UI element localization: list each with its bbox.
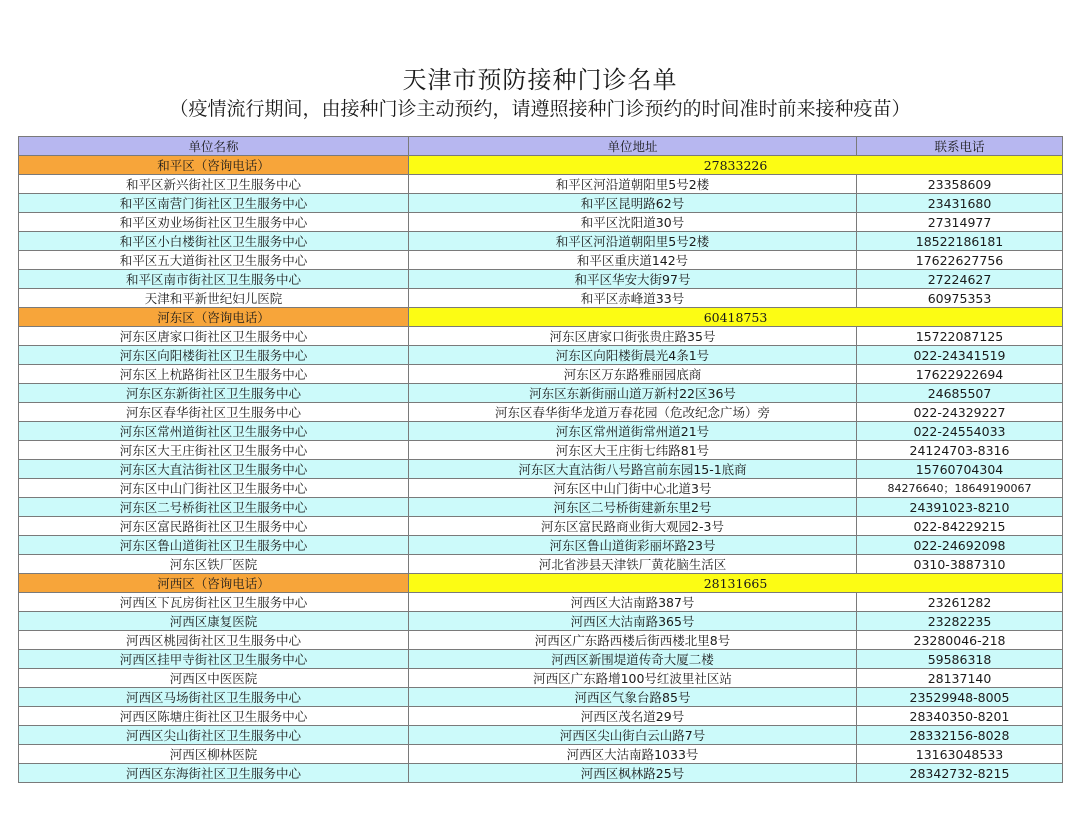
- clinic-phone: 23358609: [857, 175, 1063, 194]
- table-row: [19, 346, 1063, 365]
- header-address: 单位地址: [409, 137, 857, 156]
- clinic-name: 河东区鲁山道街社区卫生服务中心: [19, 536, 409, 555]
- clinic-name: 河西区柳林医院: [19, 745, 409, 764]
- table-row: [19, 631, 1063, 650]
- clinic-phone: 24391023-8210: [857, 498, 1063, 517]
- clinic-address: 河东区向阳楼街晨光4条1号: [409, 346, 857, 365]
- clinic-table: [18, 136, 1063, 783]
- clinic-address: 河西区尖山街白云山路7号: [409, 726, 857, 745]
- clinic-name: 河东区大直沽街社区卫生服务中心: [19, 460, 409, 479]
- table-row: [19, 327, 1063, 346]
- clinic-name: 河东区唐家口街社区卫生服务中心: [19, 327, 409, 346]
- clinic-phone: 28342732-8215: [857, 764, 1063, 783]
- clinic-name: 和平区五大道街社区卫生服务中心: [19, 251, 409, 270]
- district-row: [19, 156, 1063, 175]
- clinic-phone: 23529948-8005: [857, 688, 1063, 707]
- clinic-phone: 022-84229215: [857, 517, 1063, 536]
- table-row: [19, 365, 1063, 384]
- clinic-phone: 13163048533: [857, 745, 1063, 764]
- clinic-name: 河东区春华街社区卫生服务中心: [19, 403, 409, 422]
- clinic-phone: 15722087125: [857, 327, 1063, 346]
- table-row: [19, 745, 1063, 764]
- table-row: [19, 251, 1063, 270]
- district-row: [19, 574, 1063, 593]
- clinic-phone: 17622922694: [857, 365, 1063, 384]
- clinic-address: 河北省涉县天津铁厂黄花脑生活区: [409, 555, 857, 574]
- table-row: [19, 232, 1063, 251]
- clinic-name: 河西区东海街社区卫生服务中心: [19, 764, 409, 783]
- table-row: [19, 593, 1063, 612]
- table-row: [19, 536, 1063, 555]
- table-row: [19, 707, 1063, 726]
- table-row: [19, 517, 1063, 536]
- clinic-address: 河西区广东路增100号红波里社区站: [409, 669, 857, 688]
- clinic-name: 河东区中山门街社区卫生服务中心: [19, 479, 409, 498]
- clinic-address: 和平区昆明路62号: [409, 194, 857, 213]
- table-row: [19, 213, 1063, 232]
- table-row: [19, 555, 1063, 574]
- clinic-address: 河东区常州道街常州道21号: [409, 422, 857, 441]
- clinic-phone: 84276640；18649190067: [857, 479, 1063, 498]
- clinic-name: 河西区下瓦房街社区卫生服务中心: [19, 593, 409, 612]
- clinic-address: 河东区东新街丽山道万新村22区36号: [409, 384, 857, 403]
- clinic-address: 河东区富民路商业街大观园2-3号: [409, 517, 857, 536]
- clinic-name: 和平区新兴街社区卫生服务中心: [19, 175, 409, 194]
- clinic-address: 河东区中山门街中心北道3号: [409, 479, 857, 498]
- clinic-phone: 59586318: [857, 650, 1063, 669]
- clinic-name: 和平区小白楼街社区卫生服务中心: [19, 232, 409, 251]
- clinic-name: 和平区南市街社区卫生服务中心: [19, 270, 409, 289]
- clinic-name: 河西区尖山街社区卫生服务中心: [19, 726, 409, 745]
- clinic-phone: 27314977: [857, 213, 1063, 232]
- clinic-address: 河西区枫林路25号: [409, 764, 857, 783]
- clinic-phone: 24124703-8316: [857, 441, 1063, 460]
- clinic-phone: 18522186181: [857, 232, 1063, 251]
- clinic-phone: 022-24341519: [857, 346, 1063, 365]
- clinic-name: 河东区常州道街社区卫生服务中心: [19, 422, 409, 441]
- clinic-address: 河西区茂名道29号: [409, 707, 857, 726]
- clinic-address: 河西区大沽南路387号: [409, 593, 857, 612]
- clinic-address: 和平区赤峰道33号: [409, 289, 857, 308]
- clinic-phone: 28137140: [857, 669, 1063, 688]
- clinic-name: 和平区劝业场街社区卫生服务中心: [19, 213, 409, 232]
- table-row: [19, 479, 1063, 498]
- clinic-address: 和平区华安大街97号: [409, 270, 857, 289]
- clinic-address: 和平区重庆道142号: [409, 251, 857, 270]
- table-row: [19, 460, 1063, 479]
- clinic-phone: 022-24329227: [857, 403, 1063, 422]
- header-phone: 联系电话: [857, 137, 1063, 156]
- clinic-name: 河东区东新街社区卫生服务中心: [19, 384, 409, 403]
- page-title: 天津市预防接种门诊名单: [402, 66, 678, 94]
- table-row: [19, 498, 1063, 517]
- clinic-phone: 23261282: [857, 593, 1063, 612]
- clinic-phone: 23280046-218: [857, 631, 1063, 650]
- clinic-name: 和平区南营门街社区卫生服务中心: [19, 194, 409, 213]
- district-consult-phone: 27833226: [409, 156, 1063, 175]
- clinic-address: 和平区河沿道朝阳里5号2楼: [409, 232, 857, 251]
- table-row: [19, 403, 1063, 422]
- table-row: [19, 384, 1063, 403]
- clinic-phone: 27224627: [857, 270, 1063, 289]
- clinic-name: 河东区大王庄街社区卫生服务中心: [19, 441, 409, 460]
- clinic-phone: 022-24692098: [857, 536, 1063, 555]
- table-row: [19, 669, 1063, 688]
- clinic-phone: 15760704304: [857, 460, 1063, 479]
- table-row: [19, 688, 1063, 707]
- clinic-name: 河西区桃园街社区卫生服务中心: [19, 631, 409, 650]
- table-row: [19, 270, 1063, 289]
- clinic-address: 河东区鲁山道街彩丽坏路23号: [409, 536, 857, 555]
- clinic-address: 河西区大沽南路365号: [409, 612, 857, 631]
- clinic-phone: 022-24554033: [857, 422, 1063, 441]
- district-consult-phone: 60418753: [409, 308, 1063, 327]
- clinic-name: 河西区马场街社区卫生服务中心: [19, 688, 409, 707]
- clinic-name: 河东区铁厂医院: [19, 555, 409, 574]
- clinic-address: 河西区气象台路85号: [409, 688, 857, 707]
- clinic-name: 河东区富民路街社区卫生服务中心: [19, 517, 409, 536]
- clinic-name: 河东区上杭路街社区卫生服务中心: [19, 365, 409, 384]
- clinic-name: 河西区陈塘庄街社区卫生服务中心: [19, 707, 409, 726]
- table-row: [19, 764, 1063, 783]
- clinic-phone: 0310-3887310: [857, 555, 1063, 574]
- clinic-address: 河西区新围堤道传奇大厦二楼: [409, 650, 857, 669]
- table-row: [19, 194, 1063, 213]
- table-row: [19, 612, 1063, 631]
- clinic-address: 河西区大沽南路1033号: [409, 745, 857, 764]
- clinic-address: 河东区大王庄街七纬路81号: [409, 441, 857, 460]
- clinic-phone: 28332156-8028: [857, 726, 1063, 745]
- clinic-phone: 28340350-8201: [857, 707, 1063, 726]
- clinic-address: 河西区广东路西楼后街西楼北里8号: [409, 631, 857, 650]
- table-row: [19, 289, 1063, 308]
- district-name: 和平区（咨询电话）: [19, 156, 409, 175]
- clinic-address: 和平区河沿道朝阳里5号2楼: [409, 175, 857, 194]
- clinic-phone: 60975353: [857, 289, 1063, 308]
- table-row: [19, 441, 1063, 460]
- clinic-name: 天津和平新世纪妇儿医院: [19, 289, 409, 308]
- clinic-name: 河西区中医医院: [19, 669, 409, 688]
- table-row: [19, 726, 1063, 745]
- clinic-phone: 24685507: [857, 384, 1063, 403]
- clinic-address: 河东区唐家口街张贵庄路35号: [409, 327, 857, 346]
- table-header-row: [19, 137, 1063, 156]
- clinic-name: 河东区二号桥街社区卫生服务中心: [19, 498, 409, 517]
- table-body: [19, 156, 1063, 783]
- clinic-phone: 23282235: [857, 612, 1063, 631]
- clinic-address: 河东区万东路雅丽园底商: [409, 365, 857, 384]
- clinic-address: 和平区沈阳道30号: [409, 213, 857, 232]
- page-subtitle: （疫情流行期间，由接种门诊主动预约，请遵照接种门诊预约的时间准时前来接种疫苗）: [169, 98, 911, 120]
- district-consult-phone: 28131665: [409, 574, 1063, 593]
- clinic-phone: 17622627756: [857, 251, 1063, 270]
- clinic-address: 河东区大直沽街八号路宫前东园15-1底商: [409, 460, 857, 479]
- clinic-phone: 23431680: [857, 194, 1063, 213]
- district-name: 河西区（咨询电话）: [19, 574, 409, 593]
- clinic-address: 河东区二号桥街建新东里2号: [409, 498, 857, 517]
- table-row: [19, 650, 1063, 669]
- clinic-name: 河西区挂甲寺街社区卫生服务中心: [19, 650, 409, 669]
- table-row: [19, 175, 1063, 194]
- table-row: [19, 422, 1063, 441]
- clinic-address: 河东区春华街华龙道万春花园（危改纪念广场）旁: [409, 403, 857, 422]
- district-name: 河东区（咨询电话）: [19, 308, 409, 327]
- clinic-name: 河西区康复医院: [19, 612, 409, 631]
- header-name: 单位名称: [19, 137, 409, 156]
- clinic-name: 河东区向阳楼街社区卫生服务中心: [19, 346, 409, 365]
- district-row: [19, 308, 1063, 327]
